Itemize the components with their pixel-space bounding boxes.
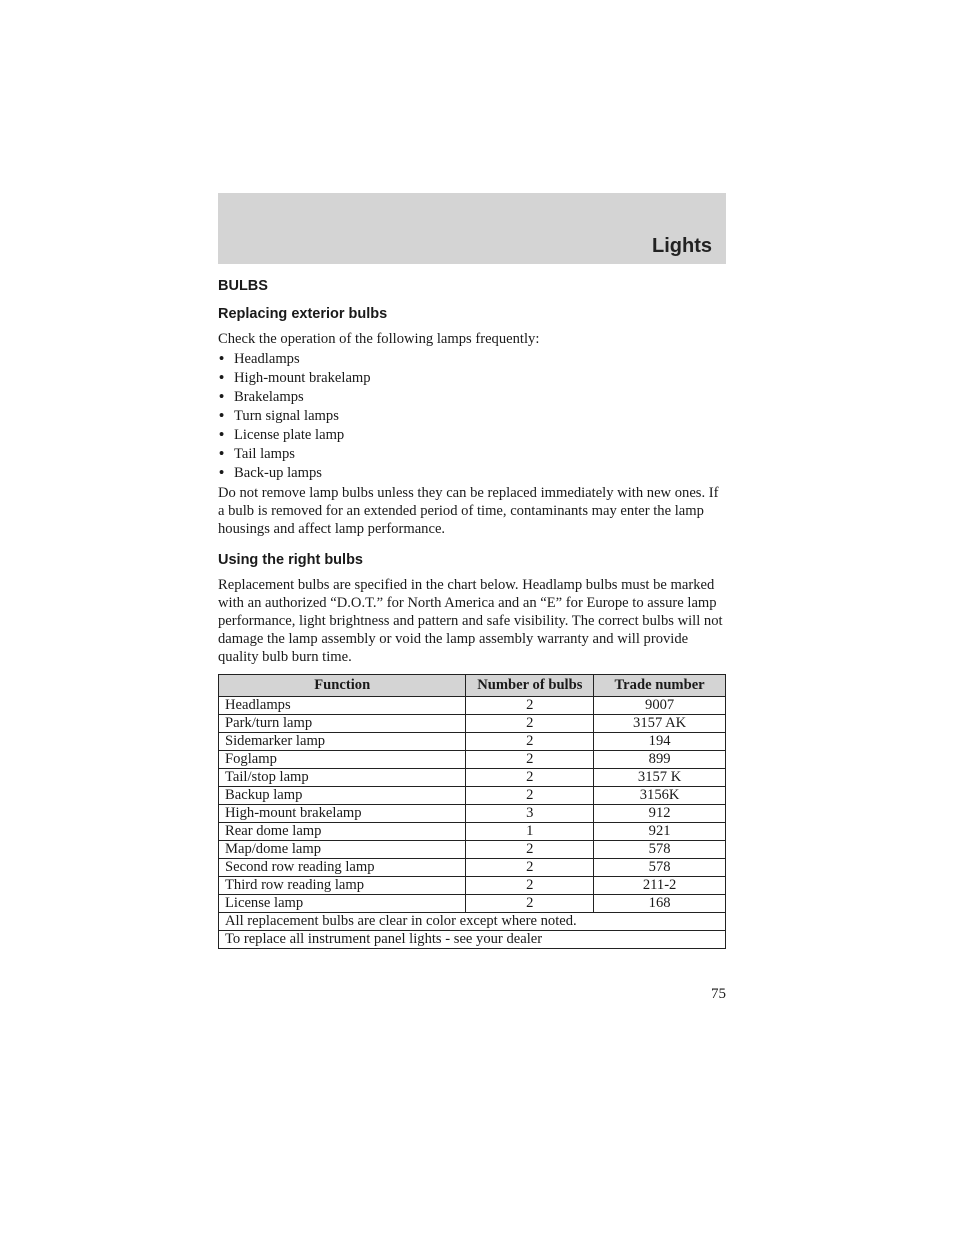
right-bulbs-body: Replacement bulbs are specified in the chart below. Headlamp bulbs must be marked with an authorized “D.O.T.” for North America and an “E” for Europe to assure lamp performance, light brightness and pattern and safe visibility. The correct bulbs will not damage the lamp assembly or void the lamp assembly warranty and will provide quality bulb burn time. xyxy=(218,577,723,665)
list-item: • License plate lamp xyxy=(219,427,345,443)
table-row xyxy=(219,895,726,913)
table-row xyxy=(219,787,726,805)
table-note-row xyxy=(219,913,726,931)
function-cell: Foglamp xyxy=(219,751,466,769)
count-cell: 2 xyxy=(466,895,594,913)
function-cell: Sidemarker lamp xyxy=(219,733,466,751)
trade-cell: 3156K xyxy=(594,787,726,805)
trade-cell: 168 xyxy=(594,895,726,913)
table-header-row xyxy=(219,675,726,697)
table-row xyxy=(219,805,726,823)
bullet-icon: • xyxy=(219,465,225,481)
count-cell: 2 xyxy=(466,751,594,769)
function-cell: Tail/stop lamp xyxy=(219,769,466,787)
bullet-icon: • xyxy=(219,427,225,443)
list-item: • Brakelamps xyxy=(219,389,304,405)
table-row xyxy=(219,715,726,733)
bullet-icon: • xyxy=(219,351,225,367)
count-cell: 2 xyxy=(466,715,594,733)
trade-cell: 211-2 xyxy=(594,877,726,895)
table-row xyxy=(219,769,726,787)
function-cell: Rear dome lamp xyxy=(219,823,466,841)
section-header-band xyxy=(218,193,726,264)
count-cell: 3 xyxy=(466,805,594,823)
count-cell: 2 xyxy=(466,733,594,751)
page-content xyxy=(218,278,726,949)
function-cell: Third row reading lamp xyxy=(219,877,466,895)
function-cell: Headlamps xyxy=(219,697,466,715)
table-row xyxy=(219,877,726,895)
table-row xyxy=(219,751,726,769)
bullet-icon: • xyxy=(219,370,225,386)
table-row xyxy=(219,859,726,877)
function-cell: High-mount brakelamp xyxy=(219,805,466,823)
trade-cell: 899 xyxy=(594,751,726,769)
lamp-removal-warning: Do not remove lamp bulbs unless they can be replaced immediately with new ones. If a bulb is removed for an extended period of time, contaminants may enter the lamp housings and affect lamp performance. xyxy=(218,485,719,537)
table-row xyxy=(219,733,726,751)
replacing-exterior-bulbs-heading: Replacing exterior bulbs xyxy=(218,306,388,322)
table-row xyxy=(219,697,726,715)
function-cell: Park/turn lamp xyxy=(219,715,466,733)
table-row xyxy=(219,841,726,859)
count-cell: 2 xyxy=(466,769,594,787)
trade-cell: 912 xyxy=(594,805,726,823)
function-cell: Second row reading lamp xyxy=(219,859,466,877)
count-cell: 2 xyxy=(466,841,594,859)
bullet-icon: • xyxy=(219,389,225,405)
list-item: • Turn signal lamps xyxy=(219,408,339,424)
table-row xyxy=(219,823,726,841)
bullet-icon: • xyxy=(219,446,225,462)
list-item: • Headlamps xyxy=(219,351,300,367)
count-cell: 2 xyxy=(466,787,594,805)
function-cell: Map/dome lamp xyxy=(219,841,466,859)
section-title: Lights xyxy=(652,235,712,257)
list-item: • Tail lamps xyxy=(219,446,295,462)
page-number: 75 xyxy=(711,986,726,1002)
trade-cell: 3157 K xyxy=(594,769,726,787)
count-cell: 2 xyxy=(466,859,594,877)
list-item: • Back-up lamps xyxy=(219,465,322,481)
function-cell: License lamp xyxy=(219,895,466,913)
lamp-check-intro: Check the operation of the following lamps frequently: xyxy=(218,331,540,347)
column-header-function: Function xyxy=(219,675,466,697)
trade-cell: 578 xyxy=(594,841,726,859)
trade-cell: 3157 AK xyxy=(594,715,726,733)
column-header-trade-number: Trade number xyxy=(594,675,726,697)
function-cell: Backup lamp xyxy=(219,787,466,805)
bullet-icon: • xyxy=(219,408,225,424)
list-item: • High-mount brakelamp xyxy=(219,370,371,386)
table-note: All replacement bulbs are clear in color except where noted. xyxy=(219,913,726,931)
table-note: To replace all instrument panel lights - see your dealer xyxy=(219,931,726,949)
column-header-number-of-bulbs: Number of bulbs xyxy=(466,675,594,697)
bulb-spec-table xyxy=(218,674,726,949)
trade-cell: 194 xyxy=(594,733,726,751)
trade-cell: 578 xyxy=(594,859,726,877)
count-cell: 2 xyxy=(466,877,594,895)
count-cell: 2 xyxy=(466,697,594,715)
using-right-bulbs-heading: Using the right bulbs xyxy=(218,552,363,568)
trade-cell: 9007 xyxy=(594,697,726,715)
bulbs-heading: BULBS xyxy=(218,278,268,294)
trade-cell: 921 xyxy=(594,823,726,841)
table-note-row xyxy=(219,931,726,949)
lamp-list xyxy=(218,350,726,483)
count-cell: 1 xyxy=(466,823,594,841)
